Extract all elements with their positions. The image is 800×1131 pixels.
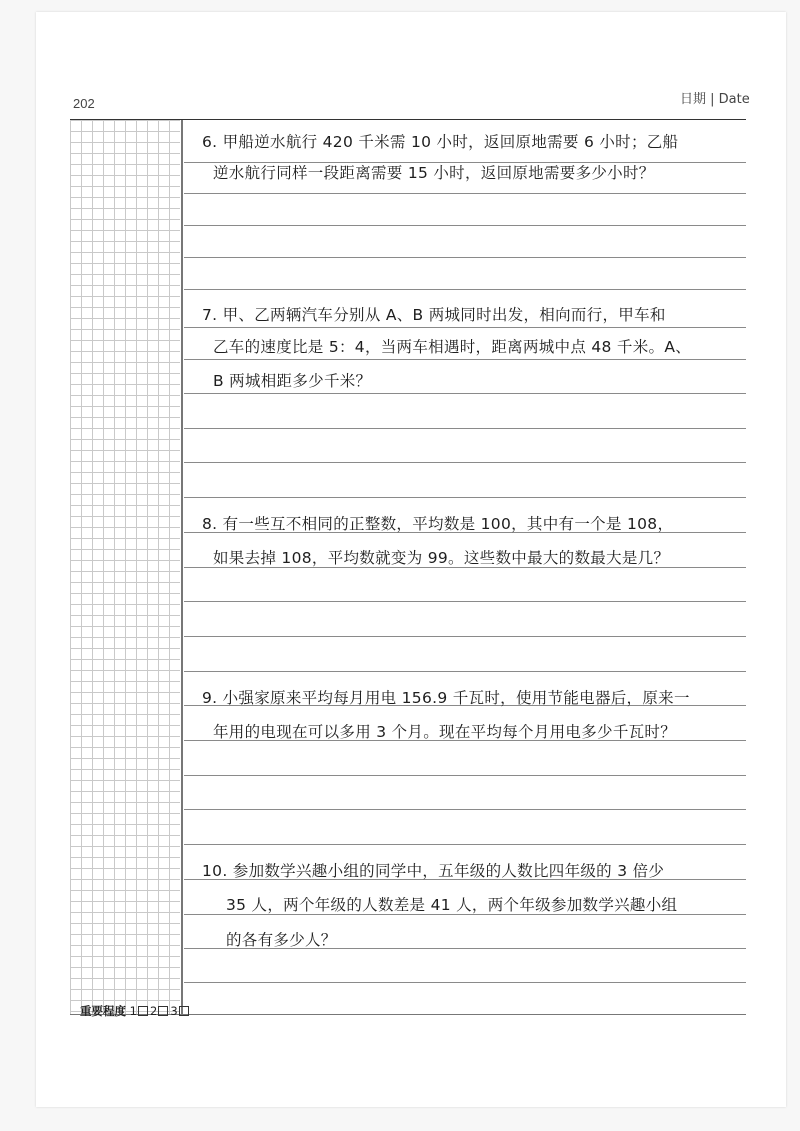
ruled-line: [184, 671, 746, 672]
ruled-line: [184, 809, 746, 810]
ruled-line: [184, 428, 746, 429]
importance-checkbox-3[interactable]: [179, 1006, 189, 1016]
ruled-line: [184, 844, 746, 845]
ruled-line: [184, 497, 746, 498]
ruled-line: [184, 601, 746, 602]
importance-level-3: 3: [170, 1004, 178, 1018]
question-text-line: 的各有多少人？: [226, 931, 337, 949]
question-text-line: 逆水航行同样一段距离需要 15 小时，返回原地需要多少小时？: [213, 164, 655, 182]
ruled-line: [184, 462, 746, 463]
importance-level-1: 1: [129, 1004, 137, 1018]
date-label: 日期 | Date: [680, 92, 750, 107]
grid-margin: [70, 120, 180, 1014]
question-text-line: B 两城相距多少千米？: [213, 372, 372, 390]
ruled-line: [184, 982, 746, 983]
ruled-line: [184, 225, 746, 226]
question-text-line: 8. 有一些互不相同的正整数，平均数是 100，其中有一个是 108，: [202, 515, 674, 533]
ruled-line: [184, 257, 746, 258]
importance-level-2: 2: [149, 1004, 158, 1018]
question-text-line: 年用的电现在可以多用 3 个月。现在平均每个月用电多少千瓦时？: [213, 723, 677, 741]
question-text-line: 7. 甲、乙两辆汽车分别从 A、B 两城同时出发，相向而行，甲车和: [202, 306, 666, 324]
importance-rating: [80, 1003, 191, 1019]
ruled-line: [184, 193, 746, 194]
importance-checkbox-1[interactable]: [138, 1006, 148, 1016]
page-number: 202: [73, 96, 95, 111]
ruled-line: [184, 327, 746, 328]
question-text-line: 如果去掉 108，平均数就变为 99。这些数中最大的数最大是几？: [213, 549, 670, 567]
question-text-line: 9. 小强家原来平均每月用电 156.9 千瓦时，使用节能电器后，原来一: [202, 689, 690, 707]
question-text-line: 10. 参加数学兴趣小组的同学中，五年级的人数比四年级的 3 倍少: [202, 862, 665, 880]
ruled-line: [184, 393, 746, 394]
ruled-line: [184, 775, 746, 776]
question-text-line: 乙车的速度比是 5：4，当两车相遇时，距离两城中点 48 千米。A、: [213, 338, 692, 356]
question-text-line: 35 人，两个年级的人数差是 41 人，两个年级参加数学兴趣小组: [226, 896, 678, 914]
ruled-line: [184, 289, 746, 290]
importance-checkbox-2[interactable]: [158, 1006, 168, 1016]
question-text-line: 6. 甲船逆水航行 420 千米需 10 小时，返回原地需要 6 小时；乙船: [202, 133, 679, 151]
margin-line: [181, 120, 183, 1014]
importance-label: 重要程度: [80, 1004, 126, 1018]
ruled-line: [184, 636, 746, 637]
ruled-line: [184, 359, 746, 360]
